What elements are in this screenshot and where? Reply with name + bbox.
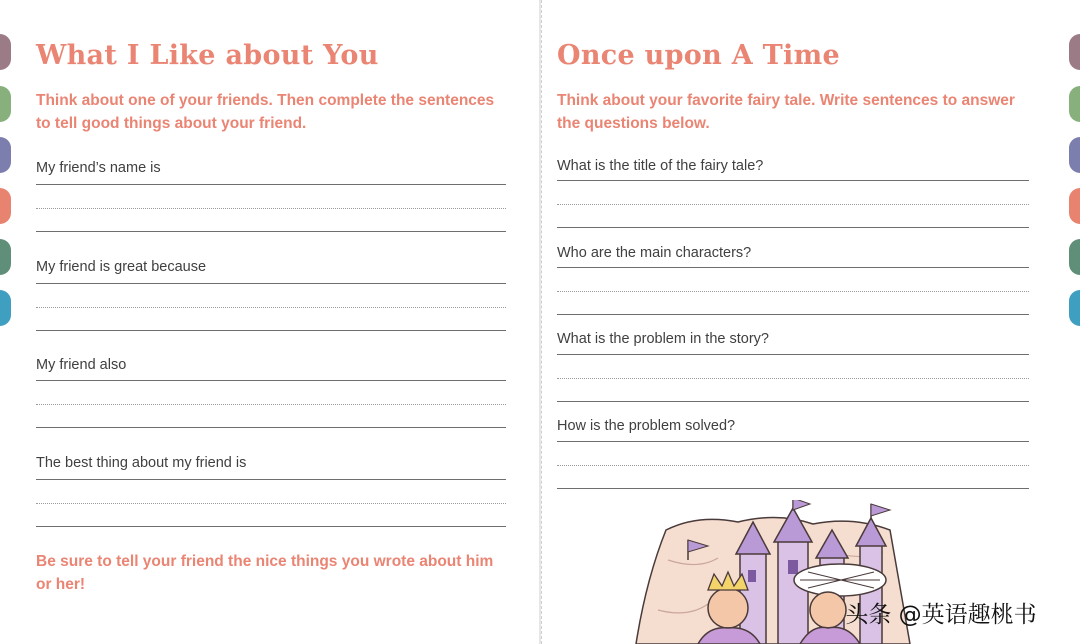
prompt-main-characters: Who are the main characters? (557, 245, 752, 261)
page-title: What I Like about You (36, 40, 379, 71)
color-tab-11 (1069, 239, 1080, 275)
writing-line[interactable] (36, 330, 506, 331)
color-tab-9 (1069, 137, 1080, 173)
instructions-line-1: Think about your favorite fairy tale. Write sentences to answer (557, 92, 1015, 109)
answer-block-problem (557, 321, 1029, 405)
prompt-friend-name: My friend’s name is (36, 160, 161, 176)
footer-note (36, 550, 506, 596)
prompt-best-thing: The best thing about my friend is (36, 455, 247, 471)
writing-line[interactable] (36, 427, 506, 428)
writing-line[interactable] (557, 267, 1029, 268)
answer-block-solution (557, 408, 1029, 492)
page-title: Once upon A Time (557, 40, 840, 71)
spine-stitching (541, 0, 542, 644)
writing-line[interactable] (36, 184, 506, 185)
writing-line[interactable] (557, 488, 1029, 489)
prompt-friend-great: My friend is great because (36, 259, 207, 275)
answer-block-best (36, 445, 506, 535)
instructions (557, 89, 1027, 135)
writing-guide-line (557, 291, 1029, 292)
writing-line[interactable] (557, 441, 1029, 442)
color-tab-1 (0, 34, 11, 70)
color-tab-7 (1069, 34, 1080, 70)
writing-line[interactable] (36, 283, 506, 284)
answer-block-title (557, 148, 1029, 232)
watermark-text: 头条 @英语趣桃书 (845, 602, 1037, 628)
left-page (36, 0, 506, 644)
writing-line[interactable] (557, 314, 1029, 315)
writing-guide-line (557, 204, 1029, 205)
writing-guide-line (36, 307, 506, 308)
color-tab-5 (0, 239, 11, 275)
writing-line[interactable] (36, 380, 506, 381)
footer-line-2: or her! (36, 576, 86, 593)
color-tab-10 (1069, 188, 1080, 224)
prompt-problem-solved: How is the problem solved? (557, 418, 736, 434)
answer-block-name (36, 150, 506, 240)
writing-line[interactable] (36, 526, 506, 527)
writing-line[interactable] (557, 227, 1029, 228)
color-tab-3 (0, 137, 11, 173)
footer-line-1: Be sure to tell your friend the nice things you wrote about him (36, 553, 494, 570)
color-tab-4 (0, 188, 11, 224)
answer-block-characters (557, 235, 1029, 319)
writing-guide-line (36, 208, 506, 209)
writing-line[interactable] (36, 231, 506, 232)
instructions (36, 89, 506, 135)
instructions-line-2: the questions below. (557, 115, 710, 132)
prompt-fairy-tale-title: What is the title of the fairy tale? (557, 158, 764, 174)
color-tab-2 (0, 86, 11, 122)
writing-line[interactable] (557, 401, 1029, 402)
writing-guide-line (557, 378, 1029, 379)
answer-block-great (36, 249, 506, 339)
writing-guide-line (36, 404, 506, 405)
watermark (838, 596, 1037, 629)
color-tab-12 (1069, 290, 1080, 326)
prompt-story-problem: What is the problem in the story? (557, 331, 769, 347)
writing-line[interactable] (557, 354, 1029, 355)
color-tab-8 (1069, 86, 1080, 122)
prompt-friend-also: My friend also (36, 357, 127, 373)
color-tab-6 (0, 290, 11, 326)
answer-block-also (36, 347, 506, 437)
instructions-line-2: to tell good things about your friend. (36, 115, 307, 132)
writing-guide-line (36, 503, 506, 504)
writing-line[interactable] (36, 479, 506, 480)
instructions-line-1: Think about one of your friends. Then complete the sentences (36, 92, 495, 109)
writing-guide-line (557, 465, 1029, 466)
writing-line[interactable] (557, 180, 1029, 181)
